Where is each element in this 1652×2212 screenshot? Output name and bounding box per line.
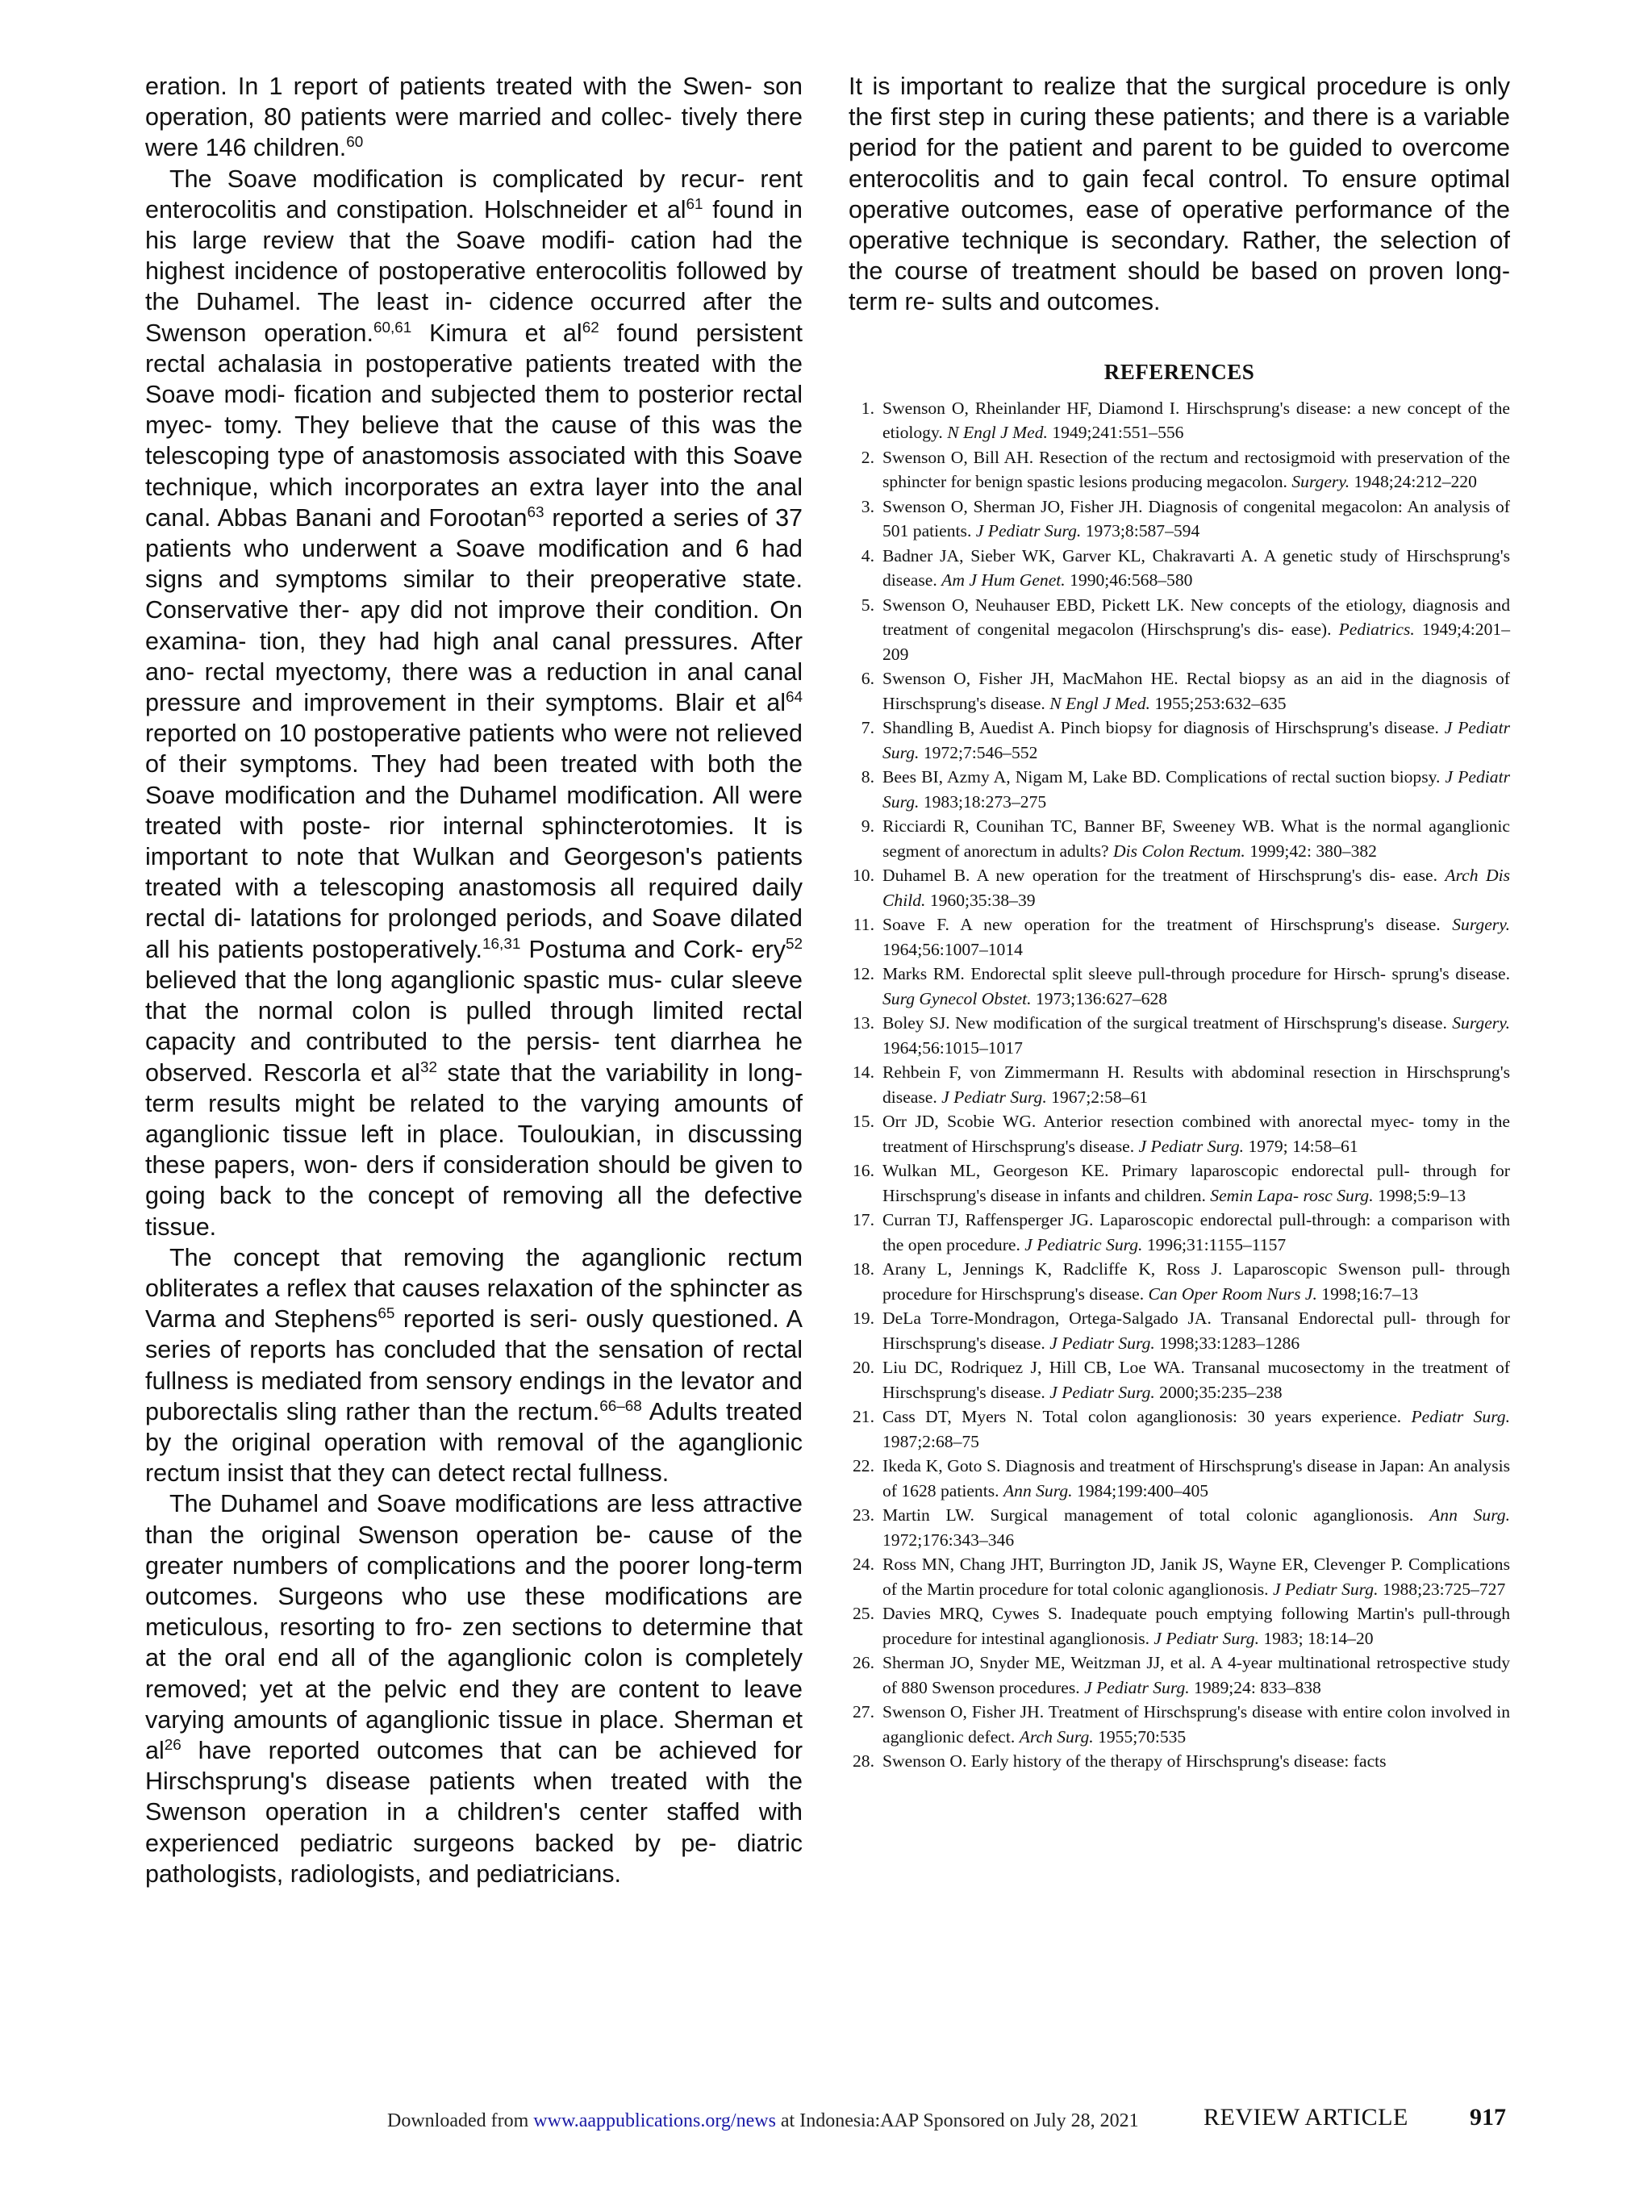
citation-superscript: 26 — [164, 1736, 181, 1754]
reference-text: Swenson O, Bill AH. Resection of the rectum and rectosigmoid with preservation of the sphincter for benign spastic lesions producing megacolon. — [882, 447, 1510, 492]
reference-citation: 1998;5:9–13 — [1378, 1185, 1466, 1205]
reference-number: 5. — [861, 595, 874, 615]
reference-number: 10. — [853, 866, 874, 886]
reference-citation: 1972;7:546–552 — [923, 742, 1038, 762]
reference-item — [849, 593, 1510, 667]
closing-paragraph: It is important to realize that the surgical procedure is only the first step in curing these patients; and there is a variable period for the patient and parent to be guided to overcome enterocolitis and to gain fecal control. To ensure optimal operative outcomes, ease of operative performance of the operative technique is secondary. Rather, the selection of the course of treatment should be based on proven long-term re- sults and outcomes. — [849, 73, 1510, 316]
reference-number: 27. — [853, 1702, 874, 1722]
reference-item — [849, 962, 1510, 1011]
reference-item — [849, 1109, 1510, 1158]
reference-item — [849, 1060, 1510, 1109]
reference-item — [849, 1158, 1510, 1208]
reference-text: Davies MRQ, Cywes S. Inadequate pouch emptying following Martin's pull-through procedure for intestinal aganglionosis. — [882, 1604, 1510, 1648]
reference-text: DeLa Torre-Mondragon, Ortega-Salgado JA. Transanal Endorectal pull- through for Hirschsprung's disease. — [882, 1308, 1510, 1353]
reference-item — [849, 912, 1510, 962]
body-paragraph: The Soave modification is complicated by recur- rent enterocolitis and constipation. Holschneider et $al^{61}$ found in his large review that the Soave modifi- cation had the highest incidence of postoperative enterocolitis followed by the Duhamel. The least in- cidence occurred after the Swenson operation.$^{60,61}$ Kimura et $al^{62}$ found persistent rectal achalasia in postoperative patients treated with the Soave modi- fication and subjected them to posterior rectal myec- tomy. They believe that the cause of this was the telescoping type of anastomosis associated with this Soave technique, which incorporates an extra layer into the anal canal. Abbas Banani and Forootan$^{63}$ reported a series of 37 patients who underwent a Soave modification and 6 had signs and symptoms similar to their preoperative state. Conservative ther- apy did not improve their condition. On examina- tion, they had high anal canal pressures. After ano- rectal myectomy, there was a reduction in anal canal pressure and improvement in their symptoms. Blair et $al^{64}$ reported on 10 postoperative patients who were not relieved of their symptoms. They had been treated with both the Soave modification and the Duhamel modification. All were treated with poste- rior internal sphincterotomies. It is important to note that Wulkan and Georgeson's patients treated with a telescoping anastomosis all required daily rectal di- latations for prolonged periods, and Soave dilated all his patients postoperatively.$^{16,31}$ Postuma and Cork- ery$^{52}$ believed that the long aganglionic spastic mus- cular sleeve that the normal colon is pulled through limited rectal capacity and contributed to the persis- tent diarrhea he observed. Rescorla et $al^{32}$ state that the variability in long-term results might be related to the varying amounts of aganglionic tissue left in place. Touloukian, in discussing these papers, won- ders if consideration should be given to going back to the concept of removing all the defective tissue. — [145, 165, 803, 1241]
reference-item — [849, 814, 1510, 863]
reference-citation: 1983; 18:14–20 — [1263, 1628, 1374, 1648]
citation-superscript: 16,31 — [482, 935, 521, 953]
reference-item — [849, 445, 1510, 495]
reference-number: 21. — [853, 1407, 874, 1427]
reference-journal: J Pediatr Surg. — [1153, 1628, 1259, 1648]
citation-superscript: 62 — [582, 319, 599, 336]
reference-number: 9. — [861, 816, 874, 837]
page-number: 917 — [1470, 2104, 1506, 2131]
reference-text: Badner JA, Sieber WK, Garver KL, Chakravarti A. A genetic study of Hirschsprung's disease. — [882, 545, 1510, 591]
download-link[interactable]: www.aappublications.org/news — [533, 2110, 776, 2131]
citation-superscript: 60,61 — [373, 319, 412, 336]
reference-text: Swenson O. Early history of the therapy of Hirschsprung's disease: facts — [882, 1751, 1387, 1772]
reference-number: 23. — [853, 1505, 874, 1525]
reference-item — [849, 863, 1510, 912]
reference-text: Cass DT, Myers N. Total colon aganglionosis: 30 years experience. — [882, 1407, 1402, 1427]
reference-text: Swenson O, Rheinlander HF, Diamond I. Hirschsprung's disease: a new concept of the etiology. — [882, 398, 1510, 443]
reference-journal: J Pediatr Surg. — [1084, 1677, 1190, 1697]
reference-text: Soave F. A new operation for the treatment of Hirschsprung's disease. — [882, 915, 1441, 935]
reference-journal: Surgery. — [1452, 915, 1510, 935]
reference-journal: Surg Gynecol Obstet. — [882, 988, 1032, 1008]
reference-journal: Ann Surg. — [1429, 1505, 1510, 1525]
section-label: REVIEW ARTICLE — [1204, 2104, 1408, 2131]
citation-superscript: 63 — [527, 503, 544, 521]
reference-text: Liu DC, Rodriquez J, Hill CB, Loe WA. Transanal mucosectomy in the treatment of Hirschsprung's disease. — [882, 1358, 1510, 1402]
reference-number: 14. — [853, 1062, 874, 1083]
reference-text: Bees BI, Azmy A, Nigam M, Lake BD. Complications of rectal suction biopsy. — [882, 767, 1441, 787]
reference-text: Swenson O, Fisher JH. Treatment of Hirschsprung's disease with entire colon involved in aganglionic defect. — [882, 1702, 1510, 1747]
reference-text: Boley SJ. New modification of the surgical treatment of Hirschsprung's disease. — [882, 1013, 1447, 1033]
reference-item — [849, 666, 1510, 716]
reference-item — [849, 1700, 1510, 1749]
reference-number: 15. — [853, 1112, 874, 1132]
reference-number: 17. — [853, 1210, 874, 1230]
citation-superscript: 65 — [378, 1304, 395, 1322]
reference-journal: N Engl J Med. — [1049, 693, 1150, 713]
reference-number: 19. — [853, 1308, 874, 1329]
reference-text: Arany L, Jennings K, Radcliffe K, Ross J. Laparoscopic Swenson pull- through procedure for Hirschsprung's disease. — [882, 1259, 1510, 1304]
reference-journal: Ann Surg. — [1003, 1480, 1073, 1500]
citation-superscript: 61 — [686, 195, 703, 213]
reference-number: 24. — [853, 1555, 874, 1575]
reference-journal: Arch Dis Child. — [882, 866, 1510, 910]
reference-number: 8. — [861, 767, 874, 787]
reference-number: 22. — [853, 1456, 874, 1476]
citation-superscript: 64 — [785, 688, 803, 706]
reference-number: 26. — [853, 1653, 874, 1673]
reference-number: 20. — [853, 1358, 874, 1378]
reference-journal: J Pediatr Surg. — [1272, 1579, 1379, 1599]
reference-journal: Can Oper Room Nurs J. — [1148, 1283, 1317, 1304]
right-text-column — [849, 71, 1510, 1774]
references-list — [849, 396, 1510, 1774]
reference-text: Swenson O, Fisher JH, MacMahon HE. Rectal biopsy as an aid in the diagnosis of Hirschsprung's disease. — [882, 669, 1510, 713]
reference-item — [849, 1208, 1510, 1257]
reference-item — [849, 1257, 1510, 1306]
reference-citation: 1948;24:212–220 — [1354, 472, 1477, 492]
reference-journal: J Pediatric Surg. — [1024, 1234, 1143, 1254]
reference-item — [849, 1503, 1510, 1552]
left-text-column — [145, 71, 803, 1889]
reference-text: Shandling B, Auedist A. Pinch biopsy for diagnosis of Hirschsprung's disease. — [882, 718, 1439, 738]
download-suffix: at Indonesia:AAP Sponsored on July 28, 2021 — [780, 2110, 1139, 2131]
reference-citation: 1964;56:1015–1017 — [882, 1037, 1023, 1058]
reference-item — [849, 544, 1510, 593]
reference-number: 28. — [853, 1751, 874, 1772]
body-paragraph: The Duhamel and Soave modifications are less attractive than the original Swenson operation be- cause of the greater numbers of complications and the poorer long-term outcomes. Surgeons who use these modifications are meticulous, resorting to fro- zen sections to determine that at the oral end all of the aganglionic colon is completely removed; yet at the pelvic end they are content to leave varying amounts of aganglionic tissue in place. Sherman et $al^{26}$ have reported outcomes that can be achieved for Hirschsprung's disease patients when treated with the Swenson operation in a children's center staffed with experienced pediatric surgeons backed by pe- diatric pathologists, radiologists, and pediatricians. — [145, 1490, 803, 1888]
reference-citation: 1984;199:400–405 — [1076, 1480, 1209, 1500]
reference-item — [849, 1306, 1510, 1355]
reference-text: Wulkan ML, Georgeson KE. Primary laparoscopic endorectal pull- through for Hirschsprung's disease in infants and children. — [882, 1161, 1510, 1205]
reference-journal: Arch Surg. — [1019, 1726, 1094, 1747]
reference-citation: 1964;56:1007–1014 — [882, 939, 1023, 959]
reference-text: Ricciardi R, Counihan TC, Banner BF, Sweeney WB. What is the normal aganglionic segment of anorectum in adults? — [882, 816, 1510, 861]
reference-citation: 1990;46:568–580 — [1070, 570, 1193, 591]
reference-item — [849, 1404, 1510, 1454]
reference-text: Swenson O, Neuhauser EBD, Pickett LK. New concepts of the etiology, diagnosis and treatment of congenital megacolon (Hirschsprung's dis- ease). — [882, 595, 1510, 640]
reference-citation: 1967;2:58–61 — [1051, 1087, 1149, 1107]
reference-citation: 1955;70:535 — [1098, 1726, 1187, 1747]
reference-citation: 1999;42: 380–382 — [1249, 841, 1377, 861]
citation-superscript: 60 — [346, 134, 364, 152]
reference-text: Martin LW. Surgical management of total colonic aganglionosis. — [882, 1505, 1414, 1525]
reference-item — [849, 1454, 1510, 1503]
reference-item — [849, 1749, 1510, 1774]
reference-item — [849, 1601, 1510, 1651]
reference-number: 1. — [861, 398, 874, 418]
download-notice — [387, 2110, 1139, 2132]
reference-journal: Semin Lapa- rosc Surg. — [1210, 1185, 1374, 1205]
reference-text: Ross MN, Chang JHT, Burrington JD, Janik JS, Wayne ER, Clevenger P. Complications of the Martin procedure for total colonic aganglionosis. — [882, 1555, 1510, 1599]
reference-item — [849, 1011, 1510, 1060]
reference-item — [849, 495, 1510, 544]
reference-citation: 2000;35:235–238 — [1159, 1382, 1283, 1402]
reference-citation: 1983;18:273–275 — [923, 791, 1047, 812]
reference-journal: J Pediatr Surg. — [882, 767, 1510, 812]
reference-journal: J Pediatr Surg. — [975, 521, 1082, 541]
reference-number: 18. — [853, 1259, 874, 1279]
reference-text: Ikeda K, Goto S. Diagnosis and treatment of Hirschsprung's disease in Japan: An analysis of 1628 patients. — [882, 1456, 1510, 1500]
body-paragraph: eration. In 1 report of patients treated with the Swen- son operation, 80 patients were married and collec- tively there were 146 children.$^{60}$ — [145, 73, 803, 162]
reference-citation: 1973;136:627–628 — [1035, 988, 1168, 1008]
reference-text: Curran TJ, Raffensperger JG. Laparoscopic endorectal pull-through: a comparison with the open procedure. — [882, 1210, 1510, 1254]
reference-journal: Surgery. — [1291, 472, 1350, 492]
reference-text: Marks RM. Endorectal split sleeve pull-through procedure for Hirsch- sprung's disease. — [882, 964, 1510, 984]
reference-journal: Pediatr Surg. — [1411, 1407, 1510, 1427]
reference-text: Orr JD, Scobie WG. Anterior resection combined with anorectal myec- tomy in the treatment of Hirschsprung's disease. — [882, 1112, 1510, 1156]
reference-item — [849, 765, 1510, 814]
reference-number: 2. — [861, 447, 874, 467]
reference-citation: 1989;24: 833–838 — [1194, 1677, 1321, 1697]
reference-journal: Am J Hum Genet. — [941, 570, 1066, 591]
reference-journal: J Pediatr Surg. — [941, 1087, 1047, 1107]
citation-superscript: 66–68 — [599, 1397, 642, 1415]
reference-journal: Dis Colon Rectum. — [1113, 841, 1245, 861]
reference-citation: 1998;33:1283–1286 — [1159, 1333, 1300, 1353]
reference-journal: J Pediatr Surg. — [882, 718, 1510, 762]
reference-number: 13. — [853, 1013, 874, 1033]
reference-item — [849, 1355, 1510, 1404]
reference-text: Sherman JO, Snyder ME, Weitzman JJ, et al. A 4-year multinational retrospective study of 880 Swenson procedures. — [882, 1653, 1510, 1697]
reference-citation: 1987;2:68–75 — [882, 1431, 979, 1451]
reference-citation: 1998;16:7–13 — [1321, 1283, 1419, 1304]
reference-citation: 1996;31:1155–1157 — [1146, 1234, 1287, 1254]
reference-citation: 1979; 14:58–61 — [1248, 1136, 1358, 1156]
citation-superscript: 52 — [785, 935, 803, 953]
reference-citation: 1960;35:38–39 — [929, 890, 1036, 910]
reference-number: 3. — [861, 496, 874, 516]
reference-journal: J Pediatr Surg. — [1049, 1382, 1155, 1402]
reference-citation: 1973;8:587–594 — [1085, 521, 1200, 541]
reference-number: 25. — [853, 1604, 874, 1624]
reference-item — [849, 716, 1510, 765]
page-footer — [0, 2104, 1652, 2136]
reference-journal: N Engl J Med. — [947, 423, 1048, 443]
reference-journal: Pediatrics. — [1338, 620, 1415, 640]
reference-citation: 1949;4:201–209 — [882, 620, 1510, 664]
reference-item — [849, 1651, 1510, 1700]
reference-text: Duhamel B. A new operation for the treatment of Hirschsprung's dis- ease. — [882, 866, 1437, 886]
reference-journal: J Pediatr Surg. — [1138, 1136, 1245, 1156]
download-prefix: Downloaded from — [387, 2110, 529, 2131]
reference-citation: 1955;253:632–635 — [1154, 693, 1287, 713]
reference-journal: Surgery. — [1452, 1013, 1511, 1033]
reference-number: 12. — [853, 964, 874, 984]
citation-superscript: 32 — [419, 1058, 437, 1076]
reference-number: 16. — [853, 1161, 874, 1181]
reference-number: 6. — [861, 669, 874, 689]
reference-text: Swenson O, Sherman JO, Fisher JH. Diagnosis of congenital megacolon: An analysis of 501 patients. — [882, 496, 1510, 541]
body-paragraph: The concept that removing the aganglionic rectum obliterates a reflex that causes relaxation of the sphincter as Varma and Stephens$^{65}$ reported is seri- ously questioned. A series of reports has concluded that the sensation of rectal fullness is mediated from sensory endings in the levator and puborectalis sling rather than the rectum.$^{66-68}$ Adults treated by the original operation with removal of the aganglionic rectum insist that they can detect rectal fullness. — [145, 1243, 803, 1488]
reference-number: 4. — [861, 545, 874, 566]
references-heading: REFERENCES — [1103, 359, 1255, 384]
reference-journal: J Pediatr Surg. — [1049, 1333, 1155, 1353]
reference-number: 11. — [853, 915, 874, 935]
reference-text: Rehbein F, von Zimmermann H. Results with abdominal resection in Hirschsprung's disease. — [882, 1062, 1510, 1107]
reference-citation: 1949;241:551–556 — [1052, 423, 1184, 443]
reference-citation: 1972;176:343–346 — [882, 1530, 1015, 1550]
reference-number: 7. — [861, 718, 874, 738]
reference-item — [849, 396, 1510, 445]
reference-citation: 1988;23:725–727 — [1382, 1579, 1506, 1599]
reference-item — [849, 1552, 1510, 1601]
